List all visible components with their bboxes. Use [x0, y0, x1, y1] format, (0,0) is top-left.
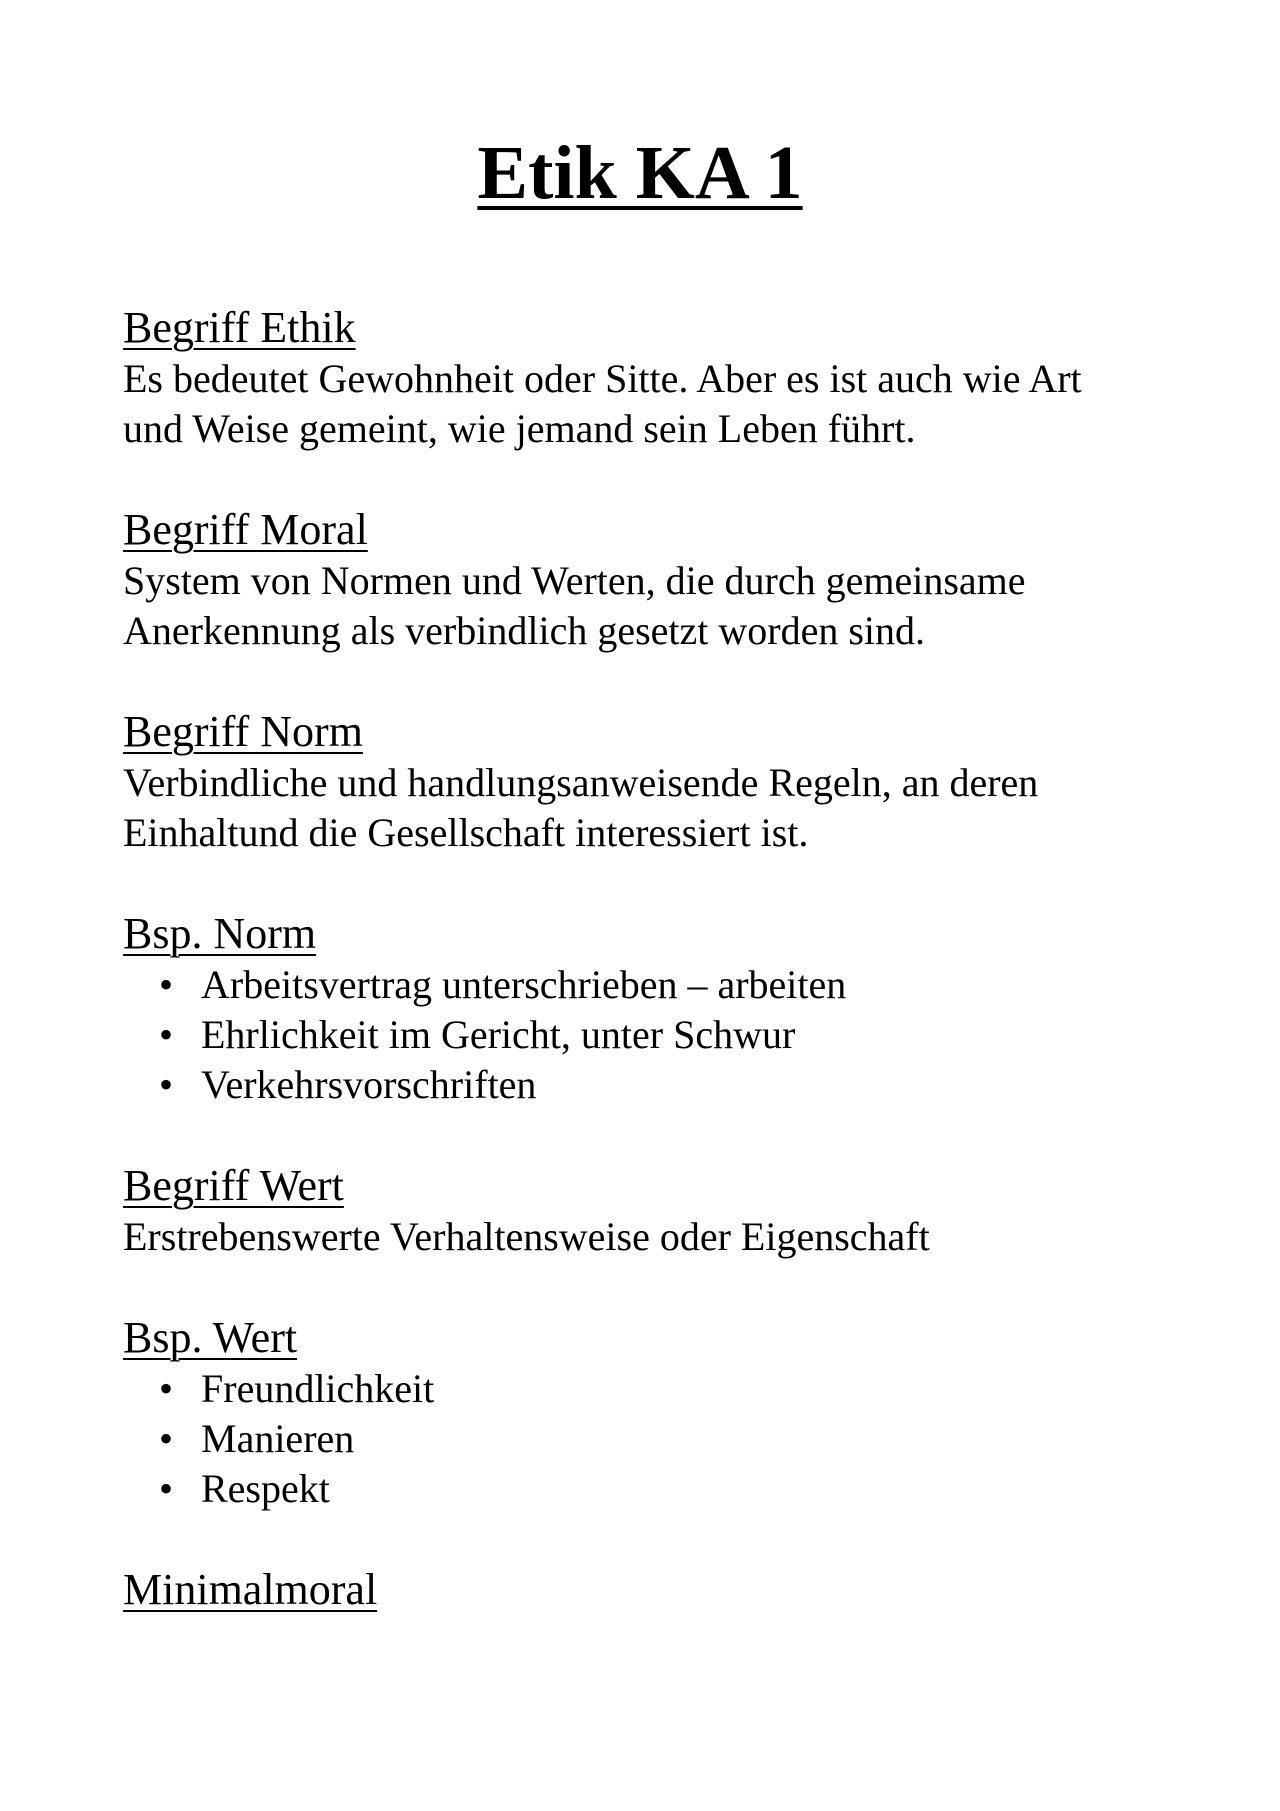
list-item-text: Ehrlichkeit im Gericht, unter Schwur: [201, 1012, 796, 1057]
section-bsp-norm: [123, 908, 1173, 1110]
list-item: [123, 1414, 1173, 1464]
list-item: [123, 960, 1173, 1010]
bullet-list: [123, 1364, 1173, 1514]
text-line: Es bedeutet Gewohnheit oder Sitte. Aber es ist auch wie Art: [123, 356, 1082, 401]
text-line: Einhaltund die Gesellschaft interessiert ist.: [123, 810, 809, 855]
bullet-icon: •: [159, 1416, 174, 1461]
section-heading: Begriff Ethik: [123, 303, 356, 352]
section-minimalmoral: [123, 1564, 1173, 1616]
text-line: Anerkennung als verbindlich gesetzt worden sind.: [123, 608, 926, 653]
bullet-icon: •: [159, 962, 174, 1007]
bullet-icon: •: [159, 1062, 174, 1107]
section-heading: Bsp. Wert: [123, 1313, 298, 1362]
section-begriff-norm: [123, 706, 1173, 858]
section-heading: Bsp. Norm: [123, 909, 317, 958]
text-line: Verbindliche und handlungsanweisende Regeln, an deren: [123, 760, 1039, 805]
bullet-list: [123, 960, 1173, 1110]
section-heading: Minimalmoral: [123, 1565, 378, 1614]
list-item-text: Manieren: [201, 1416, 355, 1461]
list-item-text: Verkehrsvorschriften: [201, 1062, 537, 1107]
section-text: [123, 556, 1173, 656]
bullet-icon: •: [159, 1366, 174, 1411]
document-content: [123, 302, 1173, 1616]
list-item-text: Respekt: [201, 1466, 330, 1511]
section-text: [123, 758, 1173, 858]
section-text: [123, 1212, 1173, 1262]
list-item-text: Arbeitsvertrag unterschrieben – arbeiten: [201, 962, 847, 1007]
section-text: [123, 354, 1173, 454]
text-line: Erstrebenswerte Verhaltensweise oder Eigenschaft: [123, 1214, 930, 1259]
text-line: und Weise gemeint, wie jemand sein Leben führt.: [123, 406, 916, 451]
list-item: [123, 1010, 1173, 1060]
list-item: [123, 1060, 1173, 1110]
section-begriff-moral: [123, 504, 1173, 656]
bullet-icon: •: [159, 1012, 174, 1057]
section-begriff-wert: [123, 1160, 1173, 1262]
section-heading: Begriff Moral: [123, 505, 368, 554]
section-bsp-wert: [123, 1312, 1173, 1514]
section-heading: Begriff Wert: [123, 1161, 344, 1210]
section-begriff-ethik: [123, 302, 1173, 454]
text-line: System von Normen und Werten, die durch gemeinsame: [123, 558, 1026, 603]
list-item: [123, 1364, 1173, 1414]
list-item: [123, 1464, 1173, 1514]
list-item-text: Freundlichkeit: [201, 1366, 435, 1411]
bullet-icon: •: [159, 1466, 174, 1511]
document-title: Etik KA 1: [477, 131, 803, 215]
section-heading: Begriff Norm: [123, 707, 363, 756]
